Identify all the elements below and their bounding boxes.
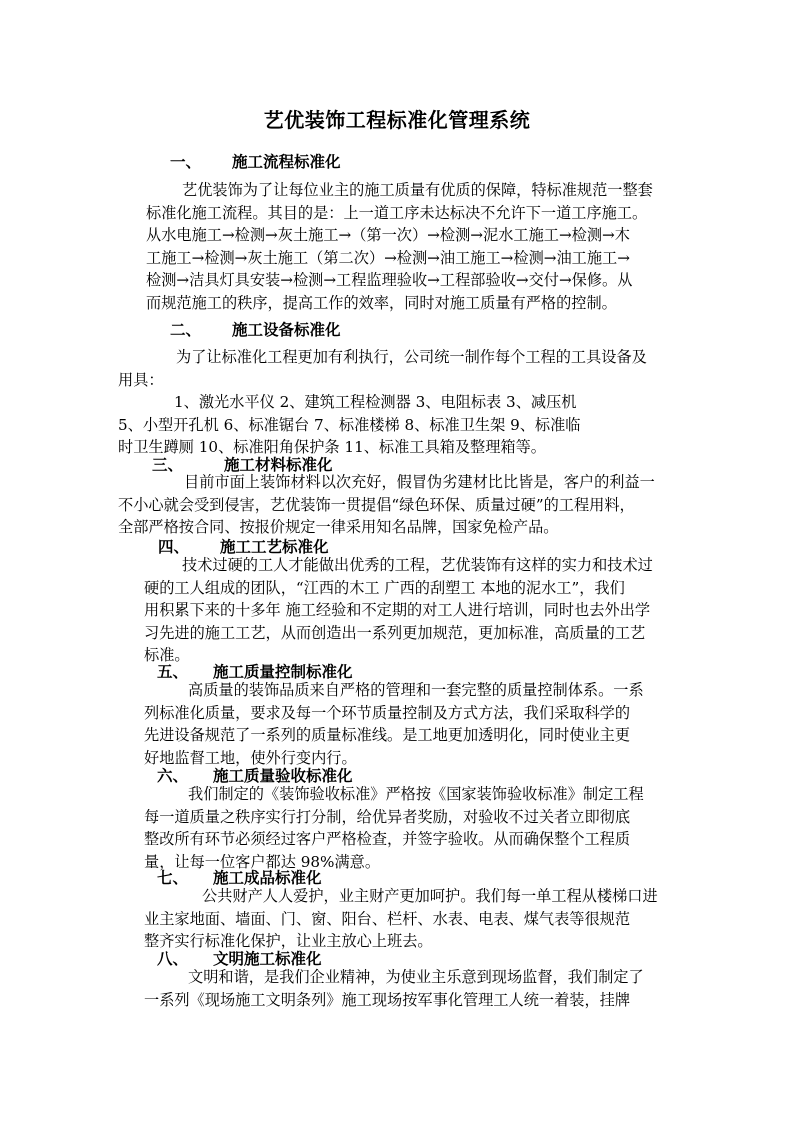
body-line: 5、小型开孔机 6、标准锯台 7、标准楼梯 8、标准卫生架 9、标准临 [118,415,581,434]
body-line: 公共财产人人爱护，业主财产更加呵护。我们每一单工程从楼梯口进 [202,887,658,905]
section-number: 二、 [170,320,202,339]
section-heading-1 [170,150,341,172]
body-line: 文明和谐，是我们企业精神，为使业主乐意到现场监督，我们制定了 [188,968,644,986]
body-line: 用具： [118,370,164,389]
document-title: 艺优装饰工程标准化管理系统 [263,108,531,132]
section-title: 文明施工标准化 [213,949,322,968]
body-line: 高质量的装饰品质来自严格的管理和一套完整的质量控制体系。一系 [188,681,644,699]
body-line: 标准。 [144,646,190,665]
section-body-1 [146,179,666,315]
body-line: 标准化施工流程。其目的是：上一道工序未达标决不允许下一道工序施工。 [146,203,648,222]
body-line: 全部严格按合同、按报价规定一律采用知名品牌，国家免检产品。 [118,518,559,537]
body-line: 每一道质量之秩序实行打分制，给优异者奖励，对验收不过关者立即彻底 [144,807,630,826]
body-line: 我们制定的《装饰验收标准》严格按《国家装饰验收标准》制定工程 [188,785,644,803]
section-body-3 [118,471,678,539]
section-title: 施工质量验收标准化 [213,766,353,785]
section-body-4 [144,554,678,667]
body-line: 从水电施工→检测→灰土施工→（第一次）→检测→泥水工施工→检测→木 [146,226,630,245]
body-line: 技术过硬的工人才能做出优秀的工程，艺优装饰有这样的实力和技术过 [182,556,653,574]
body-line: 先进设备规范了一系列的质量标准线。是工地更加透明化，同时使业主更 [144,726,630,745]
body-line: 硬的工人组成的团队，“江西的木工 广西的刮塑工 本地的泥水工”，我们 [144,578,625,597]
section-body-7 [144,885,678,953]
section-number: 八、 [157,949,189,968]
section-title: 施工成品标准化 [213,868,322,887]
body-line: 检测→洁具灯具安装→检测→工程监理验收→工程部验收→交付→保修。从 [146,271,633,290]
body-line: 艺优装饰为了让每位业主的施工质量有优质的保障，特标准规范一整套 [182,181,653,199]
section-title: 施工设备标准化 [232,320,341,339]
body-line: 而规范施工的秩序，提高工作的效率，同时对施工质量有严格的控制。 [146,293,617,312]
section-title: 施工流程标准化 [232,152,341,171]
section-title: 施工质量控制标准化 [213,662,353,681]
body-line: 业主家地面、墙面、门、窗、阳台、栏杆、水表、电表、煤气表等很规范 [144,909,630,928]
body-line: 用积累下来的十多年 施工经验和不定期的对工人进行培训，同时也去外出学 [144,601,651,620]
body-line: 不小心就会受到侵害，艺优装饰一贯提倡“绿色环保、质量过硬”的工程用料， [118,495,635,514]
section-number: 五、 [157,662,189,681]
section-body-5 [144,679,678,769]
section-number: 六、 [157,766,189,785]
body-line: 习先进的施工工艺，从而创造出一系列更加规范，更加标准，高质量的工艺 [144,623,646,642]
body-line: 整改所有环节必须经过客户严格检查，并签字验收。从而确保整个工程质 [144,830,630,849]
section-number: 三、 [152,455,184,474]
body-line: 目前市面上装饰材料以次充好，假冒伪劣建材比比皆是，客户的利益一 [184,473,655,491]
section-body-6 [144,783,678,873]
section-title: 施工材料标准化 [224,455,333,474]
section-number: 四、 [158,537,190,556]
section-number: 一、 [170,152,202,171]
section-title: 施工工艺标准化 [220,537,329,556]
section-body-2 [118,346,678,459]
body-line: 1、激光水平仪 2、建筑工程检测器 3、电阻标表 3、减压机 [174,393,577,412]
body-line: 量，让每一位客户都达 98%满意。 [144,852,381,871]
section-number: 七、 [157,868,189,887]
section-body-8 [144,966,678,1011]
body-line: 一系列《现场施工文明条列》施工现场按军事化管理工人统一着装，挂牌 [144,990,630,1009]
section-heading-2 [170,318,341,340]
body-line: 时卫生蹲厕 10、标准阳角保护条 11、标准工具箱及整理箱等。 [118,438,546,457]
body-line: 为了让标准化工程更加有利执行，公司统一制作每个工程的工具设备及 [176,348,647,366]
body-line: 工施工→检测→灰土施工（第二次）→检测→油工施工→检测→油工施工→ [146,248,630,267]
body-line: 整齐实行标准化保护，让业主放心上班去。 [144,932,433,951]
body-line: 列标准化质量，要求及每一个环节质量控制及方式方法，我们采取科学的 [144,703,630,722]
body-line: 好地监督工地，使外行变内行。 [144,748,357,767]
